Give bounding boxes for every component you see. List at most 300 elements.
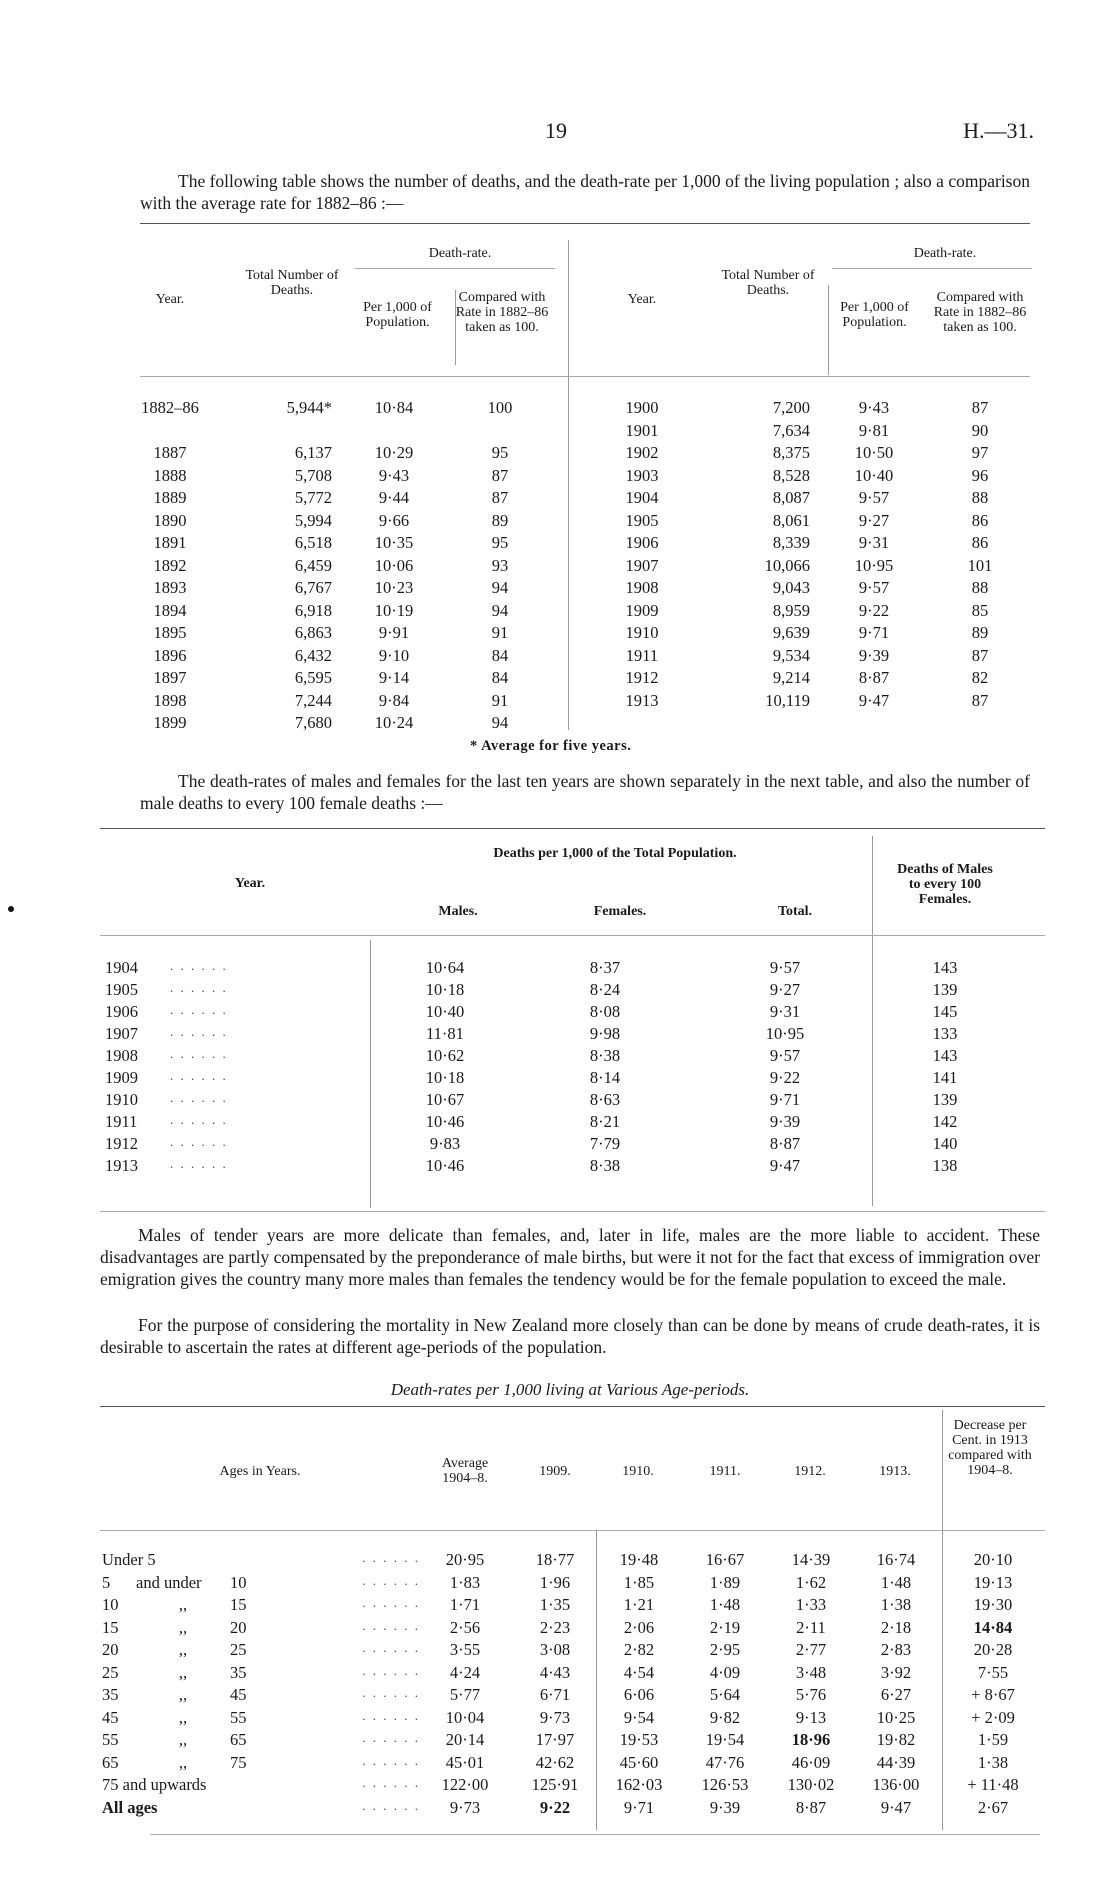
t1-deaths-cell: 6,918 xyxy=(294,600,332,620)
t1-deaths-cell: 6,432 xyxy=(294,645,332,665)
t1-compared-cell: 86 xyxy=(971,533,989,552)
t3-value-cell: 1·33 xyxy=(795,1595,827,1614)
t3-value-cell: 3·48 xyxy=(795,1662,827,1682)
t1-rate-cell: 9·47 xyxy=(858,690,890,710)
t3-value-cell: 2·67 xyxy=(977,1797,1009,1817)
t1-deaths-cell: 6,767 xyxy=(294,578,332,597)
t3-caption: Death-rates per 1,000 living at Various Age-periods. xyxy=(390,1380,750,1399)
t1-rate-cell: 9·27 xyxy=(858,510,890,530)
t3-value-cell: 2·23 xyxy=(539,1617,571,1637)
t3-age-connector: ,, xyxy=(178,1685,188,1704)
t2-ratio-cell: 145 xyxy=(932,1002,958,1021)
t1-year-cell: 1888 xyxy=(153,465,187,485)
t3-value-cell: 126·53 xyxy=(701,1775,749,1794)
t1-deaths-cell: 6,518 xyxy=(294,533,332,552)
t3-value-cell: 19·82 xyxy=(876,1730,916,1749)
t3-age-from: 35 xyxy=(102,1685,119,1704)
t2-year-cell: 1907 xyxy=(105,1024,138,1043)
page-number: 19 xyxy=(545,118,567,143)
t3-leader-dots: . . . . . . xyxy=(362,1707,420,1723)
t1-year-cell: 1906 xyxy=(625,533,659,552)
intro-paragraph-1: The following table shows the number of deaths, and the death-rate per 1,000 of the living population ; also a comparison with the average rate for 1882–86 :— xyxy=(140,171,1030,213)
t1-compared-cell: 91 xyxy=(491,690,509,710)
t3-value-cell: + 11·48 xyxy=(967,1775,1019,1794)
t3-value-cell: 3·08 xyxy=(539,1640,571,1659)
t1-year-cell: 1902 xyxy=(625,443,659,462)
t3-leader-dots: . . . . . . xyxy=(362,1752,420,1768)
t1-year-cell: 1897 xyxy=(153,668,187,687)
t1-deaths-cell: 5,708 xyxy=(294,465,332,485)
t1-year-cell: 1904 xyxy=(625,488,659,507)
t1-center-divider xyxy=(568,240,569,730)
t3-value-cell: 1·35 xyxy=(539,1595,571,1614)
t2-header-males: Males. xyxy=(438,904,478,919)
t2-header-total: Total. xyxy=(777,904,813,919)
t3-value-cell: 1·89 xyxy=(709,1572,741,1592)
t1-year-cell: 1909 xyxy=(625,600,659,620)
t2-males-cell: 9·83 xyxy=(429,1134,461,1153)
t1-rate-cell: 10·23 xyxy=(374,578,414,597)
t3-value-cell: 1·62 xyxy=(795,1572,827,1592)
t3-age-to: 55 xyxy=(230,1707,247,1727)
t3-value-cell: 1·59 xyxy=(977,1730,1009,1749)
t1-compared-cell: 94 xyxy=(491,713,509,732)
t1-compared-cell: 97 xyxy=(971,443,989,462)
t2-header-females: Females. xyxy=(593,904,647,919)
t1-deaths-cell: 8,087 xyxy=(772,488,810,507)
t3-value-cell: 162·03 xyxy=(615,1775,663,1794)
t1-header-rule xyxy=(140,376,1030,377)
t2-leader-dots: . . . . . . xyxy=(170,958,228,973)
t1-year-cell: 1911 xyxy=(625,645,659,665)
t3-value-cell: 9·39 xyxy=(709,1797,741,1817)
t1-header-compared-left: Compared with Rate in 1882–86 taken as 100. xyxy=(455,290,549,335)
t3-value-cell: 4·09 xyxy=(709,1662,741,1682)
t1-compared-cell: 87 xyxy=(971,690,989,710)
t2-year-cell: 1906 xyxy=(105,1002,138,1021)
intro-paragraph-2: The death-rates of males and females for the last ten years are shown separately in the next table, and also the number of male deaths to every 100 female deaths :— xyxy=(140,771,1030,813)
t1-rate-cell: 10·19 xyxy=(374,600,414,620)
t1-compared-cell: 100 xyxy=(487,398,513,417)
t3-value-cell: 45·60 xyxy=(619,1752,659,1772)
t1-rate-cell: 10·24 xyxy=(374,713,414,732)
t1-subrule-left xyxy=(355,268,555,269)
t1-compared-cell: 87 xyxy=(971,645,989,665)
t3-age-to: 10 xyxy=(230,1572,247,1592)
t1-year-cell: 1894 xyxy=(153,600,187,620)
body-paragraph-1: Males of tender years are more delicate than females, and, later in life, males are the more liable to accident. These disadvantages are partly compensated by the preponderance of male births, but were it not for the fact that excess of immigration over emigration gives the country many more males than females the tendency would be for the female population to exceed the male. xyxy=(100,1225,1040,1289)
t1-compared-cell: 90 xyxy=(971,420,989,440)
t1-deaths-cell: 5,944* xyxy=(286,398,332,417)
t3-value-cell: 19·48 xyxy=(619,1550,659,1569)
t3-value-cell: 122·00 xyxy=(441,1775,489,1794)
t3-value-cell: 19·30 xyxy=(973,1595,1013,1614)
t1-year-cell: 1907 xyxy=(625,555,659,575)
t3-header-1911: 1911. xyxy=(709,1464,741,1479)
t1-deaths-cell: 6,595 xyxy=(294,668,332,687)
t3-value-cell: 16·74 xyxy=(876,1550,916,1569)
t3-value-cell: 16·67 xyxy=(705,1550,745,1569)
t3-divider xyxy=(942,1410,943,1830)
t1-deaths-cell: 7,244 xyxy=(294,690,332,710)
t1-deaths-cell: 8,959 xyxy=(772,600,810,620)
t3-value-cell: 1·48 xyxy=(709,1595,741,1614)
t2-year-cell: 1911 xyxy=(105,1112,138,1131)
t3-value-cell: 17·97 xyxy=(535,1730,575,1749)
t2-total-cell: 9·57 xyxy=(769,1046,801,1065)
t3-age-from: 5 xyxy=(102,1572,111,1592)
t2-leader-dots: . . . . . . xyxy=(170,1024,228,1039)
t1-compared-cell: 95 xyxy=(491,443,509,462)
t1-rate-cell: 10·06 xyxy=(374,555,414,575)
t3-age-connector: ,, xyxy=(178,1595,188,1614)
t1-year-cell: 1910 xyxy=(625,623,659,642)
table1-top-rule xyxy=(140,223,1030,224)
t3-value-cell: 9·54 xyxy=(623,1707,655,1727)
page-header xyxy=(0,118,1114,148)
t2-males-cell: 10·18 xyxy=(425,980,465,999)
t2-males-cell: 10·64 xyxy=(425,958,465,977)
t2-males-cell: 10·62 xyxy=(425,1046,465,1065)
t2-total-cell: 9·31 xyxy=(769,1002,801,1021)
t2-total-cell: 8·87 xyxy=(769,1134,801,1153)
t1-compared-cell: 88 xyxy=(971,488,989,507)
t1-deaths-cell: 7,200 xyxy=(772,398,810,417)
t2-year-cell: 1912 xyxy=(105,1134,138,1153)
t3-age-to: 65 xyxy=(230,1730,247,1749)
t3-value-cell: 2·82 xyxy=(623,1640,655,1659)
t1-rate-cell: 9·57 xyxy=(858,488,890,507)
t1-compared-cell: 89 xyxy=(971,623,989,642)
t1-rate-cell: 8·87 xyxy=(858,668,890,687)
t3-value-cell: 9·82 xyxy=(709,1707,741,1727)
t3-value-cell: 14·39 xyxy=(791,1550,831,1569)
t2-leader-dots: . . . . . . xyxy=(170,1090,228,1105)
t3-age-from: 45 xyxy=(102,1707,119,1727)
t2-year-cell: 1909 xyxy=(105,1068,138,1087)
t2-ratio-cell: 140 xyxy=(932,1134,958,1153)
t2-ratio-cell: 141 xyxy=(932,1068,958,1087)
t1-year-cell: 1890 xyxy=(153,510,187,530)
t1-deaths-cell: 6,863 xyxy=(294,623,332,642)
t2-ratio-cell: 143 xyxy=(932,958,958,977)
t2-ratio-cell: 139 xyxy=(932,980,958,999)
t1-header-compared-right: Compared with Rate in 1882–86 taken as 100. xyxy=(933,290,1027,335)
t2-total-cell: 9·47 xyxy=(769,1156,801,1175)
t3-value-cell: 19·13 xyxy=(973,1572,1013,1592)
t2-males-cell: 10·46 xyxy=(425,1112,465,1131)
t3-leader-dots: . . . . . . xyxy=(362,1730,420,1745)
t1-year-cell: 1898 xyxy=(153,690,187,710)
t1-compared-cell: 86 xyxy=(971,510,989,530)
t1-rate-cell: 10·35 xyxy=(374,533,414,552)
t3-value-cell: 42·62 xyxy=(535,1752,575,1772)
t3-age-connector: ,, xyxy=(178,1752,188,1772)
t1-year-cell: 1892 xyxy=(153,555,187,575)
t1-year-cell: 1887 xyxy=(153,443,187,462)
t2-females-cell: 8·38 xyxy=(589,1046,621,1065)
t1-rate-cell: 9·71 xyxy=(858,623,890,642)
t2-leader-dots: . . . . . . xyxy=(170,980,228,995)
t1-rate-cell: 9·39 xyxy=(858,645,890,665)
t3-age-from: All ages xyxy=(102,1797,158,1817)
t1-rate-cell: 10·40 xyxy=(854,465,894,485)
t2-leader-dots: . . . . . . xyxy=(170,1002,228,1017)
t1-compared-cell: 93 xyxy=(491,555,509,575)
t1-deaths-cell: 8,339 xyxy=(772,533,810,552)
t1-header-deathrate-left: Death-rate. xyxy=(428,246,492,261)
t3-age-from: 15 xyxy=(102,1617,119,1637)
t1-header-total-left: Total Number of Deaths. xyxy=(245,268,339,298)
document-code: H.—31. xyxy=(963,118,1034,143)
t3-value-cell: 9·22 xyxy=(539,1797,571,1817)
t1-deaths-cell: 9,534 xyxy=(772,645,810,665)
t3-value-cell: 2·11 xyxy=(796,1617,826,1637)
t1-year-cell: 1912 xyxy=(625,668,659,687)
t3-age-from: Under 5 xyxy=(102,1550,156,1569)
t1-rate-cell: 9·43 xyxy=(378,465,410,485)
t3-value-cell: 6·71 xyxy=(539,1685,571,1704)
t3-age-connector: ,, xyxy=(178,1640,188,1659)
t3-value-cell: 47·76 xyxy=(705,1752,745,1772)
t1-rate-cell: 9·57 xyxy=(858,578,890,597)
t1-compared-cell: 96 xyxy=(971,465,989,485)
t3-value-cell: 4·24 xyxy=(449,1662,481,1682)
t2-leader-dots: . . . . . . xyxy=(170,1156,228,1171)
t3-value-cell: 8·87 xyxy=(795,1797,827,1817)
t1-header-year-left: Year. xyxy=(155,292,185,307)
t3-value-cell: 2·83 xyxy=(880,1640,912,1659)
t1-deaths-cell: 10,066 xyxy=(764,555,810,575)
t2-ratio-cell: 139 xyxy=(932,1090,958,1109)
t2-females-cell: 8·14 xyxy=(589,1068,621,1087)
t3-age-to: 25 xyxy=(230,1640,247,1659)
t2-divider xyxy=(370,940,371,1208)
t1-compared-cell: 82 xyxy=(971,668,989,687)
t1-rate-cell: 9·10 xyxy=(378,645,410,665)
t3-value-cell: 125·91 xyxy=(531,1775,579,1794)
t1-compared-cell: 84 xyxy=(491,645,509,665)
t1-year-cell: 1899 xyxy=(153,713,187,732)
t3-age-connector: and under xyxy=(136,1572,202,1592)
t3-value-cell: 1·85 xyxy=(623,1572,655,1592)
t3-header-1913: 1913. xyxy=(879,1464,911,1479)
t3-leader-dots: . . . . . . xyxy=(362,1617,420,1633)
t2-ratio-cell: 133 xyxy=(932,1024,958,1043)
t3-leader-dots: . . . . . . xyxy=(362,1775,420,1790)
t1-rate-cell: 10·50 xyxy=(854,443,894,462)
t2-females-cell: 7·79 xyxy=(589,1134,621,1153)
t3-value-cell: 20·28 xyxy=(973,1640,1013,1659)
body-paragraph-2: For the purpose of considering the mortality in New Zealand more closely than can be done by means of crude death-rates, it is desirable to ascertain the rates at different age-periods of the population. xyxy=(100,1315,1040,1357)
t3-value-cell: 6·06 xyxy=(623,1685,655,1704)
t3-value-cell: 136·00 xyxy=(872,1775,920,1794)
t1-header-year-right: Year. xyxy=(627,292,657,307)
t2-total-cell: 9·57 xyxy=(769,958,801,977)
t1-rate-cell: 9·43 xyxy=(858,398,890,417)
t3-value-cell: 9·47 xyxy=(880,1797,912,1817)
t3-value-cell: 2·56 xyxy=(449,1617,481,1637)
t1-compared-cell: 94 xyxy=(491,600,509,620)
t3-bottom-rule xyxy=(150,1834,1040,1835)
t3-age-connector: ,, xyxy=(178,1707,188,1727)
t3-value-cell: 10·25 xyxy=(876,1707,916,1727)
t3-value-cell: 18·77 xyxy=(535,1550,575,1569)
t3-value-cell: 18·96 xyxy=(791,1730,831,1749)
t1-year-cell: 1903 xyxy=(625,465,659,485)
t3-value-cell: 6·27 xyxy=(880,1685,912,1704)
t1-deaths-cell: 5,994 xyxy=(294,510,332,530)
t1-compared-cell: 85 xyxy=(971,600,989,620)
t3-age-connector: ,, xyxy=(178,1662,188,1682)
t1-rate-cell: 9·14 xyxy=(378,668,410,687)
t2-leader-dots: . . . . . . xyxy=(170,1068,228,1083)
t3-value-cell: 1·83 xyxy=(449,1572,481,1592)
t1-rate-cell: 9·44 xyxy=(378,488,410,507)
t1-year-cell: 1896 xyxy=(153,645,187,665)
t1-header-deathrate-right: Death-rate. xyxy=(913,246,977,261)
t2-year-cell: 1910 xyxy=(105,1090,138,1109)
t1-footnote: * Average for five years. xyxy=(470,738,632,754)
t3-age-to: 15 xyxy=(230,1595,247,1614)
t2-females-cell: 8·38 xyxy=(589,1156,621,1175)
t3-age-to: 45 xyxy=(230,1685,247,1704)
t3-value-cell: 14·84 xyxy=(973,1617,1013,1637)
t1-rate-cell: 10·84 xyxy=(374,398,414,417)
t3-leader-dots: . . . . . . xyxy=(362,1595,420,1610)
t1-year-cell: 1900 xyxy=(625,398,659,417)
t1-rate-cell: 9·66 xyxy=(378,510,410,530)
t2-header-year: Year. xyxy=(234,876,266,891)
t2-leader-dots: . . . . . . xyxy=(170,1112,228,1127)
t2-total-cell: 9·22 xyxy=(769,1068,801,1087)
t1-compared-cell: 95 xyxy=(491,533,509,552)
t3-value-cell: + 8·67 xyxy=(971,1685,1015,1704)
t1-compared-cell: 84 xyxy=(491,668,509,687)
t3-value-cell: 2·95 xyxy=(709,1640,741,1659)
t1-header-per1000-left: Per 1,000 of Population. xyxy=(363,300,432,330)
t1-rate-cell: 9·81 xyxy=(858,420,890,440)
t3-value-cell: 19·54 xyxy=(705,1730,745,1749)
margin-dot xyxy=(8,906,14,912)
t3-age-connector: ,, xyxy=(178,1730,188,1749)
t3-value-cell: 1·96 xyxy=(539,1572,571,1592)
t2-females-cell: 8·08 xyxy=(589,1002,621,1021)
t1-compared-cell: 101 xyxy=(967,555,993,575)
t1-year-cell: 1901 xyxy=(625,420,659,440)
t3-value-cell: 7·55 xyxy=(977,1662,1009,1682)
t1-year-cell: 1913 xyxy=(625,690,659,710)
t3-value-cell: 9·13 xyxy=(795,1707,827,1727)
t1-year-cell: 1891 xyxy=(153,533,187,552)
t3-age-from: 75 and upwards xyxy=(102,1775,207,1794)
t2-males-cell: 10·40 xyxy=(425,1002,465,1021)
t2-bottom-rule xyxy=(100,1211,1045,1212)
t2-females-cell: 8·24 xyxy=(589,980,621,999)
t1-year-cell: 1893 xyxy=(153,578,187,597)
t1-deaths-cell: 8,375 xyxy=(772,443,810,462)
t3-value-cell: 130·02 xyxy=(787,1775,835,1794)
t3-value-cell: 1·71 xyxy=(449,1595,481,1614)
t3-value-cell: 1·21 xyxy=(623,1595,655,1614)
t1-year-cell: 1889 xyxy=(153,488,187,507)
t2-females-cell: 9·98 xyxy=(589,1024,621,1043)
t1-deaths-cell: 10,119 xyxy=(765,690,810,710)
t3-header-1910: 1910. xyxy=(622,1464,654,1479)
t1-year-cell: 1905 xyxy=(625,510,659,530)
t3-value-cell: 10·04 xyxy=(445,1707,485,1727)
t1-deaths-cell: 8,528 xyxy=(772,465,810,485)
t3-value-cell: 1·38 xyxy=(880,1595,912,1614)
t2-total-cell: 9·71 xyxy=(769,1090,801,1109)
t3-value-cell: 46·09 xyxy=(791,1752,831,1772)
t2-ratio-cell: 142 xyxy=(932,1112,958,1131)
t3-leader-dots: . . . . . . xyxy=(362,1550,420,1565)
t1-deaths-cell: 8,061 xyxy=(772,510,810,530)
t3-header-ages: Ages in Years. xyxy=(219,1464,301,1479)
t3-value-cell: 3·55 xyxy=(449,1640,481,1659)
t2-females-cell: 8·21 xyxy=(589,1112,621,1131)
t2-males-cell: 10·46 xyxy=(425,1156,465,1175)
t3-value-cell: 44·39 xyxy=(876,1752,916,1772)
t1-rate-cell: 9·84 xyxy=(378,690,410,710)
t1-compared-cell: 94 xyxy=(491,578,509,597)
t3-value-cell: 2·77 xyxy=(795,1640,827,1659)
t1-divider xyxy=(455,290,456,365)
t2-total-cell: 9·39 xyxy=(769,1112,801,1131)
t2-year-cell: 1908 xyxy=(105,1046,138,1065)
t3-leader-dots: . . . . . . xyxy=(362,1685,420,1700)
t3-age-from: 10 xyxy=(102,1595,119,1614)
t2-ratio-cell: 143 xyxy=(932,1046,958,1065)
t1-compared-cell: 87 xyxy=(971,398,989,417)
t1-compared-cell: 89 xyxy=(491,510,509,530)
t1-compared-cell: 91 xyxy=(491,623,509,642)
t2-leader-dots: . . . . . . xyxy=(170,1046,228,1061)
t3-age-from: 25 xyxy=(102,1662,119,1682)
t1-year-cell: 1895 xyxy=(153,623,187,642)
t2-top-rule xyxy=(100,828,1045,829)
t2-header-rule xyxy=(100,935,1045,936)
t3-age-to: 35 xyxy=(230,1662,247,1682)
t3-leader-dots: . . . . . . xyxy=(362,1797,420,1813)
t3-value-cell: 19·53 xyxy=(619,1730,659,1749)
t2-females-cell: 8·63 xyxy=(589,1090,621,1109)
t3-value-cell: 4·43 xyxy=(539,1662,571,1682)
t3-header-decrease: Decrease per Cent. in 1913 compared with 1904–8. xyxy=(948,1418,1032,1478)
t2-total-cell: 9·27 xyxy=(769,980,801,999)
t3-leader-dots: . . . . . . xyxy=(362,1572,420,1588)
t1-deaths-cell: 7,680 xyxy=(294,713,332,732)
t2-males-cell: 11·81 xyxy=(426,1024,464,1043)
t3-header-1909: 1909. xyxy=(539,1464,571,1479)
t3-age-connector: ,, xyxy=(178,1617,188,1637)
t3-value-cell: 2·06 xyxy=(623,1617,655,1637)
t1-rate-cell: 9·91 xyxy=(378,623,410,642)
t3-value-cell: 2·18 xyxy=(880,1617,912,1637)
t3-value-cell: 20·14 xyxy=(445,1730,485,1749)
t1-year-cell: 1882–86 xyxy=(141,398,199,417)
t2-males-cell: 10·18 xyxy=(425,1068,465,1087)
t1-header-total-right: Total Number of Deaths. xyxy=(721,268,815,298)
t1-compared-cell: 87 xyxy=(491,465,509,485)
t1-year-cell: 1908 xyxy=(625,578,659,597)
t2-ratio-cell: 138 xyxy=(932,1156,958,1175)
t3-top-rule xyxy=(100,1406,1045,1407)
t3-age-from: 65 xyxy=(102,1752,119,1772)
t3-header-rule xyxy=(100,1530,1045,1531)
t2-leader-dots: . . . . . . xyxy=(170,1134,228,1149)
